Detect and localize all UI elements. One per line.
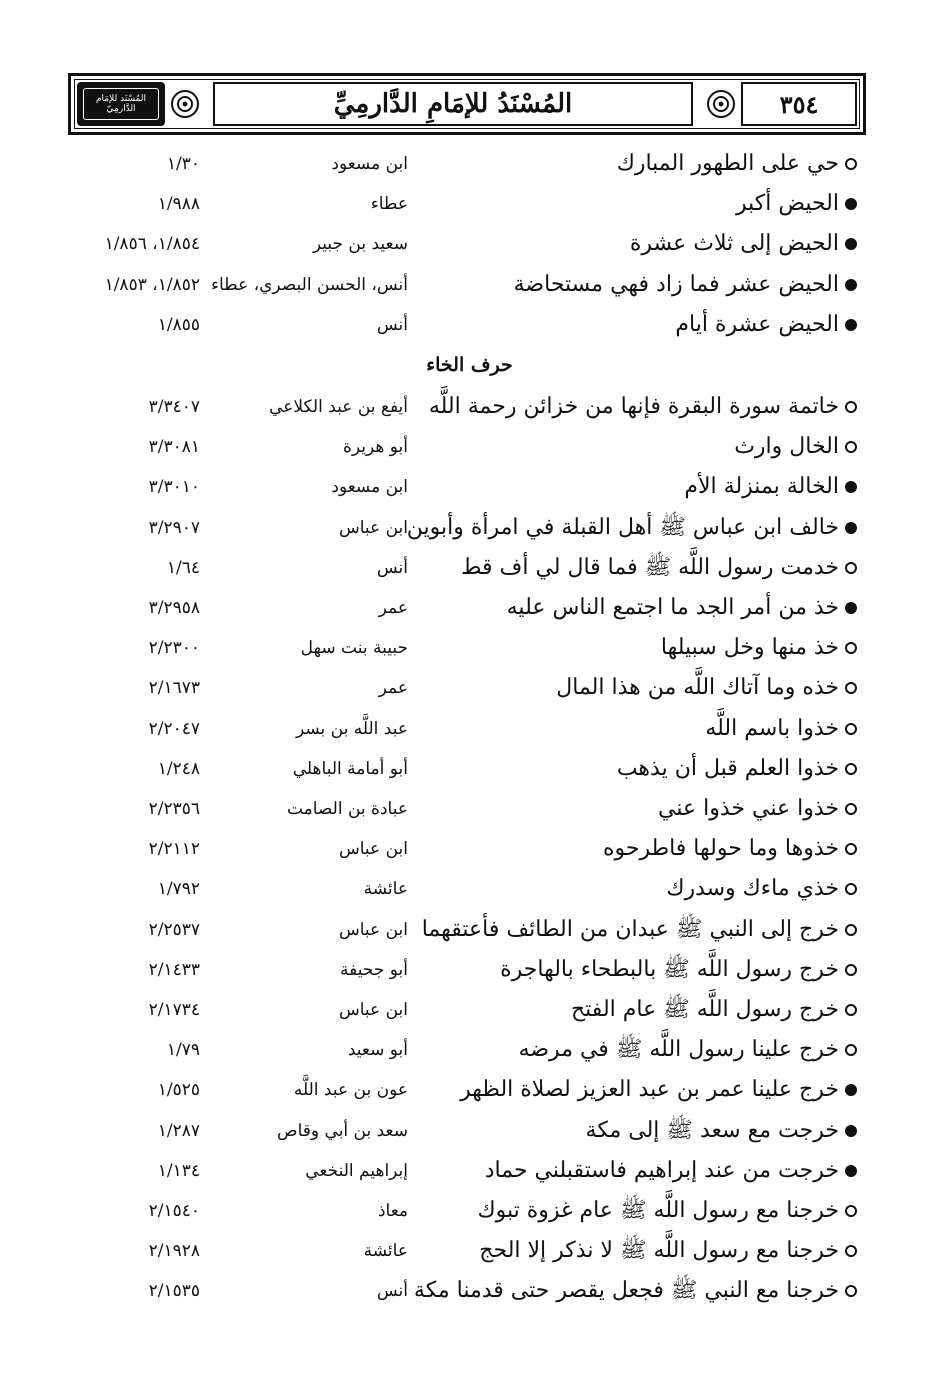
filled-circle-icon bbox=[845, 319, 857, 331]
index-row bbox=[0, 550, 939, 586]
hadith-text: خاتمة سورة البقرة فإنها من خزائن رحمة اللَّه bbox=[428, 394, 839, 419]
filled-circle-icon bbox=[845, 1165, 857, 1177]
hadith-text: خذوا العلم قبل أن يذهب bbox=[616, 755, 839, 781]
index-row bbox=[0, 791, 939, 827]
index-row bbox=[0, 267, 939, 303]
volume-hadith-ref: ١/٧٩٢ bbox=[157, 879, 200, 900]
narrator: أنس bbox=[376, 1281, 408, 1302]
hadith-incipit bbox=[736, 186, 857, 222]
narrator: أبو هريرة bbox=[342, 437, 408, 458]
hadith-incipit bbox=[603, 831, 857, 867]
hadith-text: خرجت مع سعد ﷺ إلى مكة bbox=[585, 1117, 839, 1143]
hadith-text: خرجنا مع النبي ﷺ فجعل يقصر حتى قدمنا مكة bbox=[413, 1278, 839, 1304]
hadith-text: خرج علينا رسول اللَّه ﷺ في مرضه bbox=[518, 1037, 839, 1063]
index-row bbox=[0, 751, 939, 787]
hadith-incipit bbox=[477, 1193, 857, 1229]
open-circle-icon bbox=[845, 441, 857, 453]
hadith-text: خالف ابن عباس ﷺ أهل القبلة في امرأة وأبوين bbox=[406, 514, 839, 540]
volume-hadith-ref: ١/٢٨٧ bbox=[157, 1120, 200, 1141]
filled-circle-icon bbox=[845, 522, 857, 534]
volume-hadith-ref: ٢/٢٣٠٠ bbox=[148, 638, 200, 659]
index-row bbox=[0, 1233, 939, 1269]
narrator: حبيبة بنت سهل bbox=[300, 638, 408, 659]
index-row bbox=[0, 670, 939, 706]
hadith-incipit bbox=[507, 590, 857, 626]
volume-hadith-ref: ٢/١٥٣٥ bbox=[148, 1281, 200, 1302]
hadith-text: خرج رسول اللَّه ﷺ عام الفتح bbox=[570, 997, 839, 1022]
filled-circle-icon bbox=[845, 1084, 857, 1096]
narrator: عبد اللَّه بن بسر bbox=[295, 718, 408, 739]
index-row bbox=[0, 429, 939, 465]
hadith-text: خذ منها وخل سبيلها bbox=[660, 635, 839, 661]
volume-hadith-ref: ١/٣٠ bbox=[166, 154, 200, 174]
hadith-text: الحيض عشرة أيام bbox=[675, 311, 839, 337]
narrator: أنس bbox=[376, 314, 408, 335]
open-circle-icon bbox=[845, 1245, 857, 1257]
hadith-incipit bbox=[407, 510, 857, 546]
volume-hadith-ref: ٢/١٥٤٠ bbox=[148, 1201, 200, 1221]
narrator: عمر bbox=[378, 598, 408, 618]
index-row bbox=[0, 1273, 939, 1309]
hadith-text: الخالة بمنزلة الأم bbox=[684, 474, 839, 500]
volume-hadith-ref: ١/٨٥٤، ١/٨٥٦ bbox=[104, 234, 200, 255]
open-circle-icon bbox=[845, 682, 857, 694]
hadith-incipit bbox=[617, 146, 857, 182]
hadith-incipit bbox=[461, 550, 857, 586]
volume-hadith-ref: ٢/٢٣٥٦ bbox=[148, 799, 200, 819]
index-row bbox=[0, 912, 939, 948]
narrator: أنس bbox=[376, 557, 408, 578]
volume-hadith-ref: ٢/١٤٣٣ bbox=[148, 959, 200, 980]
hadith-incipit bbox=[514, 267, 857, 303]
hadith-text: الحيض إلى ثلاث عشرة bbox=[629, 231, 839, 257]
hadith-text: خرج رسول اللَّه ﷺ بالبطحاء بالهاجرة bbox=[500, 956, 839, 982]
volume-hadith-ref: ١/٢٤٨ bbox=[157, 758, 200, 779]
open-circle-icon bbox=[845, 723, 857, 735]
index-row bbox=[0, 871, 939, 907]
open-circle-icon bbox=[845, 1004, 857, 1016]
narrator: ابن عباس bbox=[338, 839, 408, 860]
volume-hadith-ref: ١/٥٢٥ bbox=[157, 1080, 200, 1101]
hadith-text: الحيض أكبر bbox=[736, 191, 839, 217]
hadith-text: خرج إلى النبي ﷺ عبدان من الطائف فأعتقهما bbox=[421, 916, 839, 942]
hadith-incipit bbox=[414, 1273, 857, 1309]
volume-hadith-ref: ٢/٢١١٢ bbox=[148, 839, 200, 860]
hadith-incipit bbox=[675, 307, 857, 343]
volume-hadith-ref: ٣/٣٤٠٧ bbox=[148, 397, 200, 417]
open-circle-icon bbox=[845, 401, 857, 413]
index-row bbox=[0, 186, 939, 222]
index-row bbox=[0, 510, 939, 546]
hadith-incipit bbox=[556, 670, 857, 706]
narrator: أيفع بن عبد الكلاعي bbox=[269, 397, 408, 417]
hadith-incipit bbox=[586, 1113, 857, 1149]
hadith-incipit bbox=[705, 711, 857, 747]
filled-circle-icon bbox=[845, 198, 857, 210]
index-row bbox=[0, 1072, 939, 1108]
hadith-incipit bbox=[429, 389, 857, 425]
index-row bbox=[0, 952, 939, 988]
volume-hadith-ref: ١/١٣٤ bbox=[157, 1160, 200, 1181]
filled-circle-icon bbox=[845, 279, 857, 291]
hadith-incipit bbox=[519, 1032, 857, 1068]
volume-hadith-ref: ١/٧٩ bbox=[166, 1040, 200, 1061]
hadith-text: حي على الطهور المبارك bbox=[616, 151, 839, 176]
hadith-text: خذوا باسم اللَّه bbox=[705, 715, 839, 741]
hadith-text: خذي ماءك وسدرك bbox=[666, 876, 839, 902]
volume-hadith-ref: ٢/١٩٢٨ bbox=[148, 1241, 200, 1262]
narrator: أنس، الحسن البصري، عطاء bbox=[210, 274, 408, 295]
narrator: عبادة بن الصامت bbox=[286, 799, 408, 819]
volume-hadith-ref: ٣/٢٩٥٨ bbox=[148, 598, 200, 618]
open-circle-icon bbox=[845, 803, 857, 815]
volume-hadith-ref: ١/٨٥٢، ١/٨٥٣ bbox=[104, 274, 200, 295]
narrator: عطاء bbox=[370, 194, 408, 215]
hadith-incipit bbox=[617, 751, 857, 787]
volume-hadith-ref: ٢/٢٠٤٧ bbox=[148, 718, 200, 739]
hadith-text: خذه وما آتاك اللَّه من هذا المال bbox=[556, 675, 839, 701]
hadith-incipit bbox=[500, 952, 857, 988]
volume-hadith-ref: ٣/٢٩٠٧ bbox=[148, 517, 200, 538]
hadith-incipit bbox=[422, 912, 857, 948]
open-circle-icon bbox=[845, 642, 857, 654]
filled-circle-icon bbox=[845, 602, 857, 614]
filled-circle-icon bbox=[845, 238, 857, 250]
hadith-text: خرجت من عند إبراهيم فاستقبلني حماد bbox=[484, 1157, 839, 1183]
volume-hadith-ref: ٢/٢٥٣٧ bbox=[148, 919, 200, 940]
narrator: سعد بن أبي وقاص bbox=[277, 1120, 408, 1141]
open-circle-icon bbox=[845, 158, 857, 170]
narrator: عائشة bbox=[363, 879, 408, 900]
seal-text: المُسْنَد للإمَام الدَّارمِيّ bbox=[83, 88, 159, 120]
index-row bbox=[0, 226, 939, 262]
volume-hadith-ref: ٢/١٦٧٣ bbox=[148, 678, 200, 699]
narrator: عمر bbox=[378, 678, 408, 699]
hadith-text: خذ من أمر الجد ما اجتمع الناس عليه bbox=[506, 595, 839, 620]
open-circle-icon bbox=[845, 964, 857, 976]
index-row bbox=[0, 469, 939, 505]
volume-hadith-ref: ٢/١٧٣٤ bbox=[148, 1000, 200, 1020]
narrator: أبو أمامة الباهلي bbox=[292, 758, 408, 779]
volume-hadith-ref: ٣/٣٠١٠ bbox=[148, 477, 200, 498]
narrator: عائشة bbox=[363, 1241, 408, 1262]
narrator: ابن مسعود bbox=[331, 154, 408, 174]
hadith-text: خرجنا مع رسول اللَّه ﷺ لا نذكر إلا الحج bbox=[479, 1238, 839, 1264]
narrator: أبو جحيفة bbox=[340, 959, 408, 980]
hadith-text: خرج علينا عمر بن عبد العزيز لصلاة الظهر bbox=[460, 1077, 839, 1103]
volume-hadith-ref: ١/٨٥٥ bbox=[157, 314, 200, 335]
narrator: ابن مسعود bbox=[331, 477, 408, 498]
hadith-incipit bbox=[460, 1072, 857, 1108]
hadith-incipit bbox=[658, 791, 857, 827]
index-row bbox=[0, 590, 939, 626]
open-circle-icon bbox=[845, 1285, 857, 1297]
volume-hadith-ref: ١/٦٤ bbox=[166, 557, 200, 578]
index-row bbox=[0, 146, 939, 182]
volume-hadith-ref: ١/٩٨٨ bbox=[157, 194, 200, 215]
filled-circle-icon bbox=[845, 481, 857, 493]
hadith-text: خذوا عني خذوا عني bbox=[658, 796, 839, 821]
hadith-text: خرجنا مع رسول اللَّه ﷺ عام غزوة تبوك bbox=[477, 1198, 839, 1223]
index-row bbox=[0, 992, 939, 1028]
hadith-incipit bbox=[684, 469, 857, 505]
index-row bbox=[0, 307, 939, 343]
hadith-text: الحيض عشر فما زاد فهي مستحاضة bbox=[513, 271, 839, 297]
narrator: ابن عباس bbox=[338, 517, 408, 538]
hadith-incipit bbox=[479, 1233, 857, 1269]
section-heading: حرف الخاء bbox=[426, 354, 513, 376]
narrator: عون بن عبد اللَّه bbox=[293, 1080, 408, 1101]
hadith-incipit bbox=[485, 1153, 857, 1189]
volume-hadith-ref: ٣/٣٠٨١ bbox=[148, 437, 200, 458]
open-circle-icon bbox=[845, 843, 857, 855]
hadith-incipit bbox=[630, 226, 857, 262]
hadith-incipit bbox=[661, 630, 857, 666]
index-row bbox=[0, 389, 939, 425]
narrator: أبو سعيد bbox=[347, 1040, 408, 1061]
narrator: معاذ bbox=[377, 1201, 408, 1221]
open-circle-icon bbox=[845, 924, 857, 936]
narrator: ابن عباس bbox=[338, 1000, 408, 1020]
hadith-text: الخال وارث bbox=[734, 434, 839, 460]
open-circle-icon bbox=[845, 883, 857, 895]
hadith-incipit bbox=[571, 992, 857, 1028]
index-row bbox=[0, 831, 939, 867]
narrator: إبراهيم النخعي bbox=[305, 1160, 408, 1181]
hadith-incipit bbox=[734, 429, 857, 465]
hadith-text: خدمت رسول اللَّه ﷺ فما قال لي أف قط bbox=[461, 554, 839, 580]
filled-circle-icon bbox=[845, 1125, 857, 1137]
narrator: ابن عباس bbox=[338, 919, 408, 940]
open-circle-icon bbox=[845, 1044, 857, 1056]
hadith-text: خذوها وما حولها فاطرحوه bbox=[602, 836, 839, 862]
hadith-incipit bbox=[666, 871, 857, 907]
index-row bbox=[0, 1032, 939, 1068]
narrator: سعيد بن جبير bbox=[312, 234, 408, 255]
index-row bbox=[0, 1153, 939, 1189]
open-circle-icon bbox=[845, 763, 857, 775]
index-row bbox=[0, 1113, 939, 1149]
open-circle-icon bbox=[845, 1205, 857, 1217]
index-row bbox=[0, 1193, 939, 1229]
page-number: ٣٥٤ bbox=[741, 82, 857, 126]
open-circle-icon bbox=[845, 562, 857, 574]
index-row bbox=[0, 711, 939, 747]
index-row bbox=[0, 630, 939, 666]
book-title: المُسْنَدُ للإمَامِ الدَّارمِيِّ bbox=[213, 82, 693, 126]
